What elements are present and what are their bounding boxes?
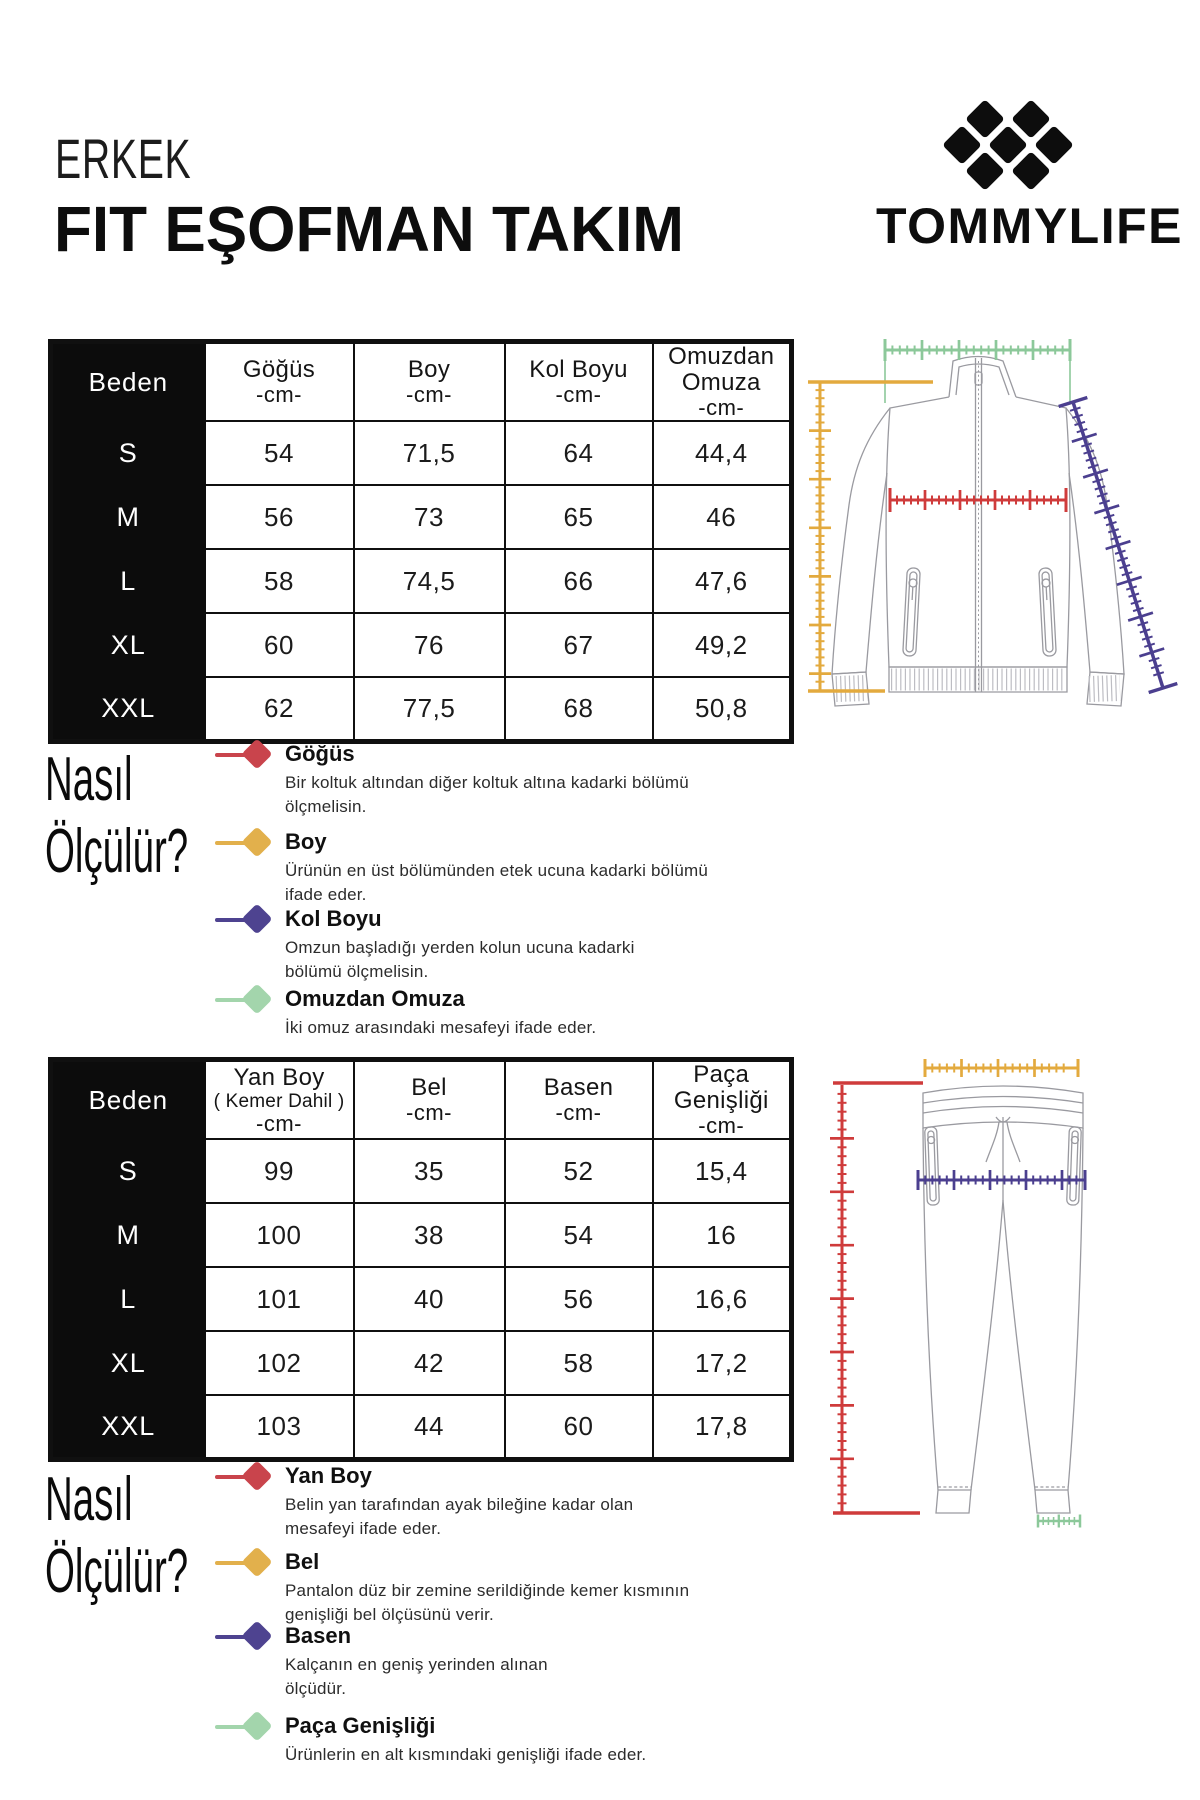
size-value: 15,4 (653, 1139, 792, 1203)
size-value: 102 (205, 1331, 354, 1395)
size-label: M (51, 1203, 205, 1267)
side-length-ruler (830, 1085, 854, 1513)
size-value: 16 (653, 1203, 792, 1267)
size-value: 103 (205, 1395, 354, 1459)
page-title-product: FIT EŞOFMAN TAKIM (54, 193, 684, 265)
size-value: 44,4 (653, 421, 792, 485)
legend-term: Kol Boyu (285, 906, 382, 931)
jacket-length-ruler (809, 382, 831, 691)
header-size: Beden (51, 342, 205, 422)
jacket-pocket-zip-right (1039, 568, 1057, 657)
size-value: 38 (354, 1203, 505, 1267)
legend-description: Omzun başladığı yerden kolun ucuna kadarki bölümü ölçmelisin. (285, 938, 635, 981)
brand-name: TOMMYLIFE (876, 198, 1184, 254)
legend-description: Ürünlerin en alt kısmındaki genişliği ifade eder. (285, 1745, 647, 1764)
size-value: 73 (354, 485, 505, 549)
leg-opening-ruler (1038, 1515, 1080, 1528)
size-value: 74,5 (354, 549, 505, 613)
size-value: 99 (205, 1139, 354, 1203)
size-value: 67 (505, 613, 653, 677)
size-label: L (51, 1267, 205, 1331)
legend-term: Göğüs (285, 741, 355, 766)
size-label: S (51, 1139, 205, 1203)
size-label: L (51, 549, 205, 613)
size-value: 56 (505, 1267, 653, 1331)
size-value: 50,8 (653, 677, 792, 741)
shoulder-width-ruler (885, 339, 1070, 361)
brand-logo-diamonds-icon (942, 99, 1074, 191)
legend-description: İki omuz arasındaki mesafeyi ifade eder. (285, 1018, 597, 1037)
size-value: 40 (354, 1267, 505, 1331)
legend-term: Basen (285, 1623, 352, 1648)
size-value: 60 (505, 1395, 653, 1459)
page-title-category: ERKEK (55, 127, 192, 190)
how-to-measure-line2: Ölçülür? (45, 1537, 189, 1606)
size-value: 47,6 (653, 549, 792, 613)
size-label: M (51, 485, 205, 549)
how-to-measure-line1: Nasıl (45, 745, 133, 814)
size-value: 58 (505, 1331, 653, 1395)
size-value: 56 (205, 485, 354, 549)
hip-width-ruler (918, 1170, 1085, 1190)
header-size: Beden (51, 1060, 205, 1140)
header-measure: Yan Boy ( Kemer Dahil ) -cm- (205, 1060, 354, 1140)
size-value: 42 (354, 1331, 505, 1395)
pants-diagram (923, 1086, 1083, 1513)
size-value: 49,2 (653, 613, 792, 677)
size-value: 101 (205, 1267, 354, 1331)
legend-description: Belin yan tarafından ayak bileğine kadar olan mesafeyi ifade eder. (285, 1495, 634, 1538)
size-value: 35 (354, 1139, 505, 1203)
header-measure: Bel -cm- (354, 1060, 505, 1140)
how-to-measure-line1: Nasıl (45, 1465, 133, 1534)
size-label: XL (51, 1331, 205, 1395)
legend-description: Ürünün en üst bölümünden etek ucuna kadarki bölümü ifade eder. (285, 861, 708, 904)
size-value: 71,5 (354, 421, 505, 485)
size-label: XXL (51, 677, 205, 741)
sleeve-length-ruler (1059, 397, 1178, 692)
size-value: 66 (505, 549, 653, 613)
size-value: 17,2 (653, 1331, 792, 1395)
size-value: 17,8 (653, 1395, 792, 1459)
how-to-measure-line2: Ölçülür? (45, 817, 189, 886)
size-value: 16,6 (653, 1267, 792, 1331)
size-value: 44 (354, 1395, 505, 1459)
pants-pocket-zip-left (925, 1127, 940, 1205)
header-measure: Kol Boyu -cm- (505, 342, 653, 422)
header-measure: Omuzdan Omuza -cm- (653, 342, 792, 422)
legend-term: Boy (285, 829, 327, 854)
size-label: XL (51, 613, 205, 677)
size-value: 58 (205, 549, 354, 613)
legend-term: Bel (285, 1549, 320, 1574)
size-value: 46 (653, 485, 792, 549)
size-value: 77,5 (354, 677, 505, 741)
legend-description: Pantalon düz bir zemine serildiğinde kemer kısmının genişliği bel ölçüsünü verir. (285, 1581, 690, 1624)
pants-pocket-zip-right (1067, 1127, 1082, 1205)
legend-description: Kalçanın en geniş yerinden alınan ölçüdür. (285, 1655, 548, 1698)
size-value: 52 (505, 1139, 653, 1203)
size-value: 100 (205, 1203, 354, 1267)
legend-term: Paça Genişliği (285, 1713, 436, 1738)
size-value: 68 (505, 677, 653, 741)
size-value: 62 (205, 677, 354, 741)
header-measure: Basen -cm- (505, 1060, 653, 1140)
size-value: 76 (354, 613, 505, 677)
jacket-pocket-zip-left (903, 568, 921, 657)
size-label: XXL (51, 1395, 205, 1459)
header-measure: Boy -cm- (354, 342, 505, 422)
waist-width-ruler (925, 1059, 1078, 1077)
header-measure: Paça Genişliği -cm- (653, 1060, 792, 1140)
size-value: 65 (505, 485, 653, 549)
legend-description: Bir koltuk altından diğer koltuk altına kadarki bölümü ölçmelisin. (285, 773, 689, 816)
legend-term: Yan Boy (285, 1463, 372, 1488)
header-measure: Göğüs -cm- (205, 342, 354, 422)
size-value: 54 (505, 1203, 653, 1267)
size-value: 64 (505, 421, 653, 485)
jacket-diagram (832, 357, 1124, 707)
size-value: 60 (205, 613, 354, 677)
legend-term: Omuzdan Omuza (285, 986, 465, 1011)
size-label: S (51, 421, 205, 485)
size-value: 54 (205, 421, 354, 485)
